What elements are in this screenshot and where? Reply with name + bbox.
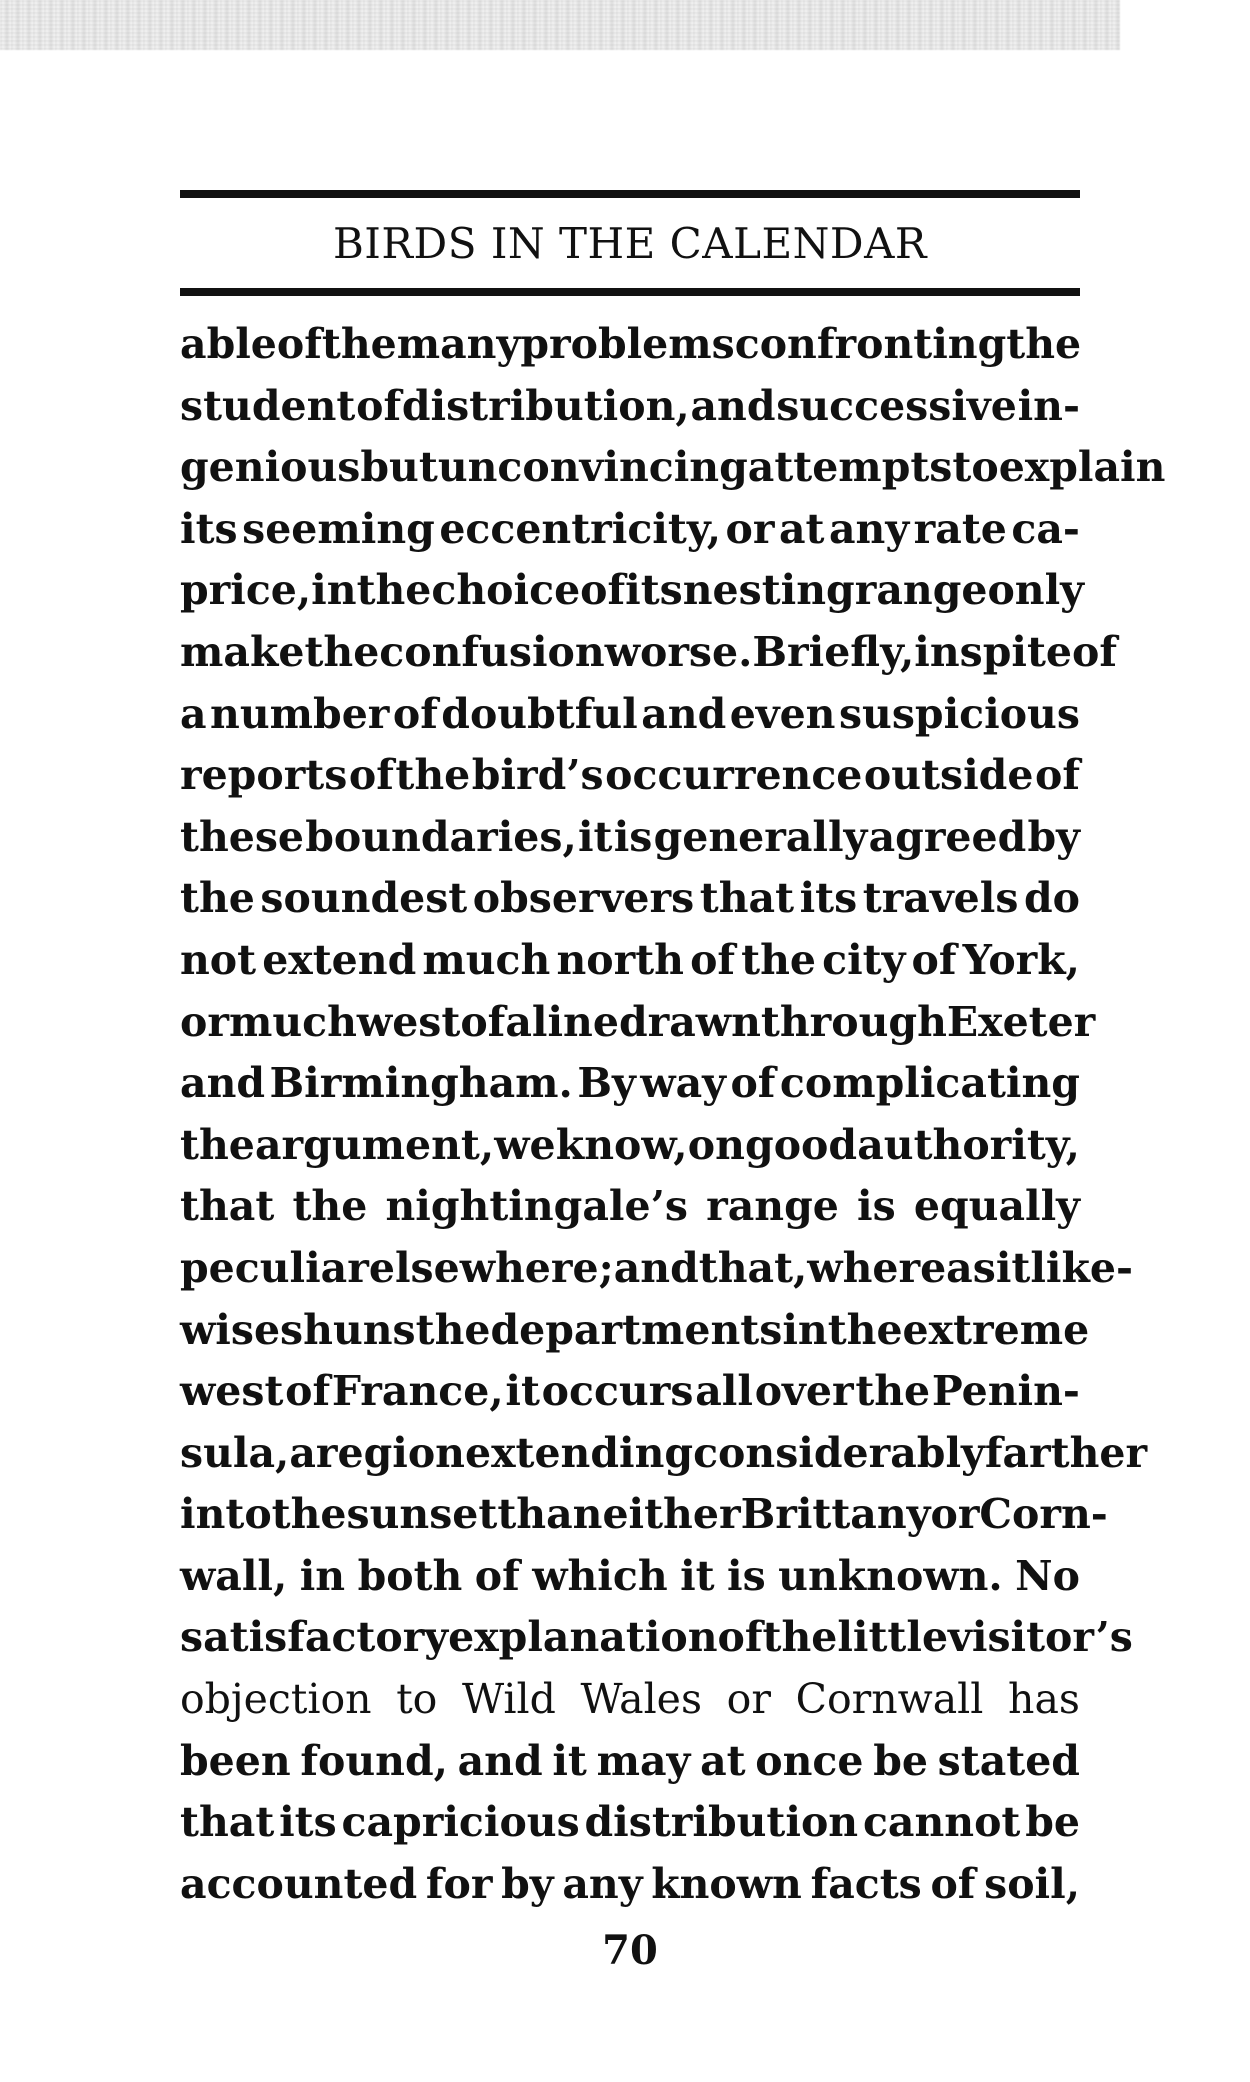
word: agreed xyxy=(868,812,1027,861)
word: in xyxy=(299,1551,346,1600)
word: of xyxy=(392,689,438,738)
word: number xyxy=(210,689,390,738)
word: farther xyxy=(984,1428,1148,1477)
word: nesting xyxy=(682,566,855,615)
word: considerably xyxy=(693,1428,985,1477)
word: and xyxy=(690,381,776,430)
word: is xyxy=(613,812,653,861)
word: it xyxy=(995,1243,1031,1292)
word: once xyxy=(755,1736,864,1785)
word: No xyxy=(1015,1551,1080,1600)
word: good xyxy=(745,1120,858,1169)
word: capricious xyxy=(341,1798,580,1847)
word: seeming xyxy=(242,504,435,553)
word: any xyxy=(562,1859,643,1908)
word: travels xyxy=(862,874,1019,923)
text-line xyxy=(180,1176,1080,1238)
word: it xyxy=(505,1367,540,1416)
word: nightingale’s xyxy=(385,1182,688,1231)
running-head: BIRDS IN THE CALENDAR xyxy=(332,218,928,268)
word: its xyxy=(625,566,683,615)
text-line xyxy=(180,1361,1080,1423)
word: in xyxy=(782,1305,828,1354)
text-line xyxy=(180,1731,1080,1793)
word: these xyxy=(180,812,305,861)
word: either xyxy=(602,1490,741,1539)
word: the xyxy=(304,627,380,676)
word: accounted xyxy=(180,1859,418,1908)
word: west xyxy=(356,997,461,1046)
word: a xyxy=(289,1428,316,1477)
word: into xyxy=(180,1490,272,1539)
word: wise xyxy=(180,1305,281,1354)
word: and xyxy=(613,1243,699,1292)
text-line xyxy=(180,807,1080,869)
text-line xyxy=(180,930,1080,992)
word: way xyxy=(640,1059,726,1108)
text-line xyxy=(180,1546,1080,1608)
word: or xyxy=(726,1675,771,1724)
word: and xyxy=(641,689,727,738)
word: shuns xyxy=(280,1305,416,1354)
word: of xyxy=(580,566,626,615)
word: soundest xyxy=(260,874,468,923)
word: distribution xyxy=(584,1798,859,1847)
text-line xyxy=(180,1423,1148,1485)
word: the xyxy=(762,1613,838,1662)
text-line xyxy=(180,1053,1080,1115)
word: Wales xyxy=(580,1675,702,1724)
word: of xyxy=(348,751,394,800)
word: soil, xyxy=(984,1859,1080,1908)
word: its xyxy=(180,504,238,553)
word: peculiar xyxy=(180,1243,369,1292)
word: unconvincing xyxy=(437,443,748,492)
header-rule xyxy=(180,288,1080,296)
word: of xyxy=(1072,627,1118,676)
word: extend xyxy=(262,935,417,984)
word: spite xyxy=(959,627,1073,676)
word: the xyxy=(741,935,816,984)
word: west xyxy=(180,1367,284,1416)
word: ; xyxy=(598,1243,614,1292)
word: little xyxy=(837,1613,949,1662)
word: and xyxy=(457,1736,543,1785)
word: Brittany xyxy=(740,1490,931,1539)
word: in xyxy=(311,566,357,615)
word: sunset xyxy=(346,1490,498,1539)
word: cannot xyxy=(862,1798,1021,1847)
text-line xyxy=(180,1238,1134,1300)
text-line xyxy=(180,622,1118,684)
word: the xyxy=(180,874,255,923)
word: attempts xyxy=(747,443,953,492)
word: By xyxy=(577,1059,636,1108)
word: Briefly, xyxy=(752,627,915,676)
word: be xyxy=(873,1736,928,1785)
word: do xyxy=(1023,874,1080,923)
word: France, xyxy=(331,1367,504,1416)
top-rule xyxy=(180,190,1080,198)
word: outside xyxy=(863,751,1034,800)
word: occurrence xyxy=(605,751,863,800)
word: known xyxy=(651,1859,802,1908)
word: or xyxy=(180,997,229,1046)
word: genious xyxy=(180,443,361,492)
word: argument, xyxy=(254,1120,495,1169)
word: York, xyxy=(962,935,1080,984)
word: objection xyxy=(180,1675,372,1724)
word: that xyxy=(699,874,795,923)
text-line xyxy=(180,376,1080,438)
word: by xyxy=(501,1859,554,1908)
word: by xyxy=(1027,812,1080,861)
text-line xyxy=(180,1792,1080,1854)
scan-noise xyxy=(0,0,1120,50)
text-line xyxy=(180,745,1080,807)
word: equally xyxy=(913,1182,1080,1231)
word: boundaries, xyxy=(305,812,577,861)
word: stated xyxy=(937,1736,1080,1785)
word: many xyxy=(396,320,521,368)
text-line xyxy=(180,1115,1080,1177)
word: of xyxy=(930,1859,976,1908)
word: like- xyxy=(1030,1243,1134,1292)
word: line xyxy=(531,997,619,1046)
text-line xyxy=(180,1300,1090,1362)
word: distribution, xyxy=(401,381,690,430)
word: Penin- xyxy=(931,1367,1080,1416)
word: Birmingham. xyxy=(269,1059,573,1108)
word: over xyxy=(754,1367,854,1416)
word: reports xyxy=(180,751,348,800)
word: visitor’s xyxy=(948,1613,1133,1662)
word: that, xyxy=(698,1243,808,1292)
word: ca- xyxy=(1011,504,1080,553)
word: it xyxy=(577,812,613,861)
word: is xyxy=(727,1551,766,1600)
word: whereas xyxy=(807,1243,996,1292)
word: extending xyxy=(464,1428,694,1477)
word: north xyxy=(556,935,684,984)
word: of xyxy=(460,997,506,1046)
word: the xyxy=(292,1182,368,1231)
word: much xyxy=(228,997,357,1046)
word: at xyxy=(778,504,825,553)
word: able xyxy=(180,320,277,368)
word: occurs xyxy=(541,1367,694,1416)
word: student xyxy=(180,381,356,430)
word: problems xyxy=(520,320,735,368)
word: but xyxy=(360,443,438,492)
word: facts xyxy=(810,1859,922,1908)
text-line xyxy=(180,868,1080,930)
word: all xyxy=(695,1367,753,1416)
word: not xyxy=(180,935,257,984)
word: to xyxy=(396,1675,438,1724)
word: suspicious xyxy=(838,689,1080,738)
word: of xyxy=(730,1059,776,1108)
word: it xyxy=(680,1551,715,1600)
word: a xyxy=(505,997,532,1046)
word: we xyxy=(494,1120,556,1169)
text-line xyxy=(180,314,1080,376)
word: only xyxy=(987,566,1085,615)
word: confusion xyxy=(379,627,605,676)
word: the xyxy=(827,1305,903,1354)
word: confronting xyxy=(734,320,1007,368)
word: explain xyxy=(998,443,1166,492)
word: it xyxy=(552,1736,587,1785)
word: a xyxy=(180,689,207,738)
word: in- xyxy=(1017,381,1080,430)
word: that xyxy=(180,1182,275,1231)
word: may xyxy=(596,1736,691,1785)
word: of xyxy=(285,1367,331,1416)
word: range xyxy=(706,1182,839,1231)
word: choice xyxy=(431,566,581,615)
word: the xyxy=(1006,320,1082,368)
word: the xyxy=(180,1120,255,1169)
word: of xyxy=(717,1613,763,1662)
word: of xyxy=(474,1551,520,1600)
text-line xyxy=(180,1669,1080,1731)
text-line xyxy=(180,560,1085,622)
word: in xyxy=(914,627,960,676)
word: be xyxy=(1025,1798,1080,1847)
word: elsewhere xyxy=(368,1243,599,1292)
word: rate xyxy=(913,504,1007,553)
word: Wild xyxy=(462,1675,556,1724)
word: satisfactory xyxy=(180,1613,449,1662)
word: at xyxy=(700,1736,746,1785)
word: generally xyxy=(653,812,868,861)
word: than xyxy=(497,1490,603,1539)
word: of xyxy=(690,935,736,984)
word: of xyxy=(1034,751,1080,800)
word: complicating xyxy=(779,1059,1080,1108)
word: the xyxy=(356,566,432,615)
word: or xyxy=(930,1490,980,1539)
text-line xyxy=(180,1607,1133,1669)
word: to xyxy=(952,443,999,492)
word: city xyxy=(822,935,906,984)
word: Corn- xyxy=(979,1490,1108,1539)
book-page xyxy=(180,190,1166,1975)
body-text xyxy=(180,314,1166,1915)
word: its xyxy=(279,1798,337,1847)
word: through xyxy=(760,997,947,1046)
word: explanation xyxy=(448,1613,718,1662)
word: has xyxy=(1008,1675,1080,1724)
word: successive xyxy=(776,381,1017,430)
word: of xyxy=(911,935,957,984)
word: its xyxy=(799,874,858,923)
word: worse. xyxy=(604,627,753,676)
word: both xyxy=(357,1551,463,1600)
word: and xyxy=(180,1059,266,1108)
word: eccentricity, xyxy=(439,504,721,553)
text-line xyxy=(180,1854,1080,1916)
text-line xyxy=(180,992,1096,1054)
word: of xyxy=(276,320,322,368)
word: wall, xyxy=(180,1551,288,1600)
word: the xyxy=(855,1367,931,1416)
word: observers xyxy=(472,874,695,923)
word: that xyxy=(180,1798,275,1847)
text-line xyxy=(180,437,1166,499)
word: for xyxy=(425,1859,493,1908)
word: of xyxy=(356,381,402,430)
word: make xyxy=(180,627,305,676)
word: know, xyxy=(555,1120,688,1169)
word: bird’s xyxy=(471,751,604,800)
word: doubtful xyxy=(441,689,638,738)
word: even xyxy=(729,689,836,738)
word: or xyxy=(725,504,775,553)
word: unknown. xyxy=(778,1551,1003,1600)
word: range xyxy=(854,566,988,615)
word: found, xyxy=(300,1736,448,1785)
word: been xyxy=(180,1736,291,1785)
word: authority, xyxy=(857,1120,1080,1169)
word: the xyxy=(395,751,471,800)
word: departments xyxy=(490,1305,783,1354)
word: the xyxy=(321,320,397,368)
word: drawn xyxy=(618,997,761,1046)
page-number: 70 xyxy=(602,1927,658,1975)
word: which xyxy=(532,1551,668,1600)
word: sula, xyxy=(180,1428,290,1477)
word: the xyxy=(271,1490,347,1539)
text-line xyxy=(180,1484,1108,1546)
word: on xyxy=(687,1120,745,1169)
word: any xyxy=(828,504,910,553)
word: is xyxy=(857,1182,896,1231)
word: price, xyxy=(180,566,312,615)
word: Cornwall xyxy=(795,1675,984,1724)
word: much xyxy=(422,935,551,984)
word: extreme xyxy=(902,1305,1090,1354)
word: the xyxy=(415,1305,491,1354)
word: Exeter xyxy=(946,997,1096,1046)
text-line xyxy=(180,684,1080,746)
text-line xyxy=(180,499,1080,561)
word: region xyxy=(315,1428,465,1477)
